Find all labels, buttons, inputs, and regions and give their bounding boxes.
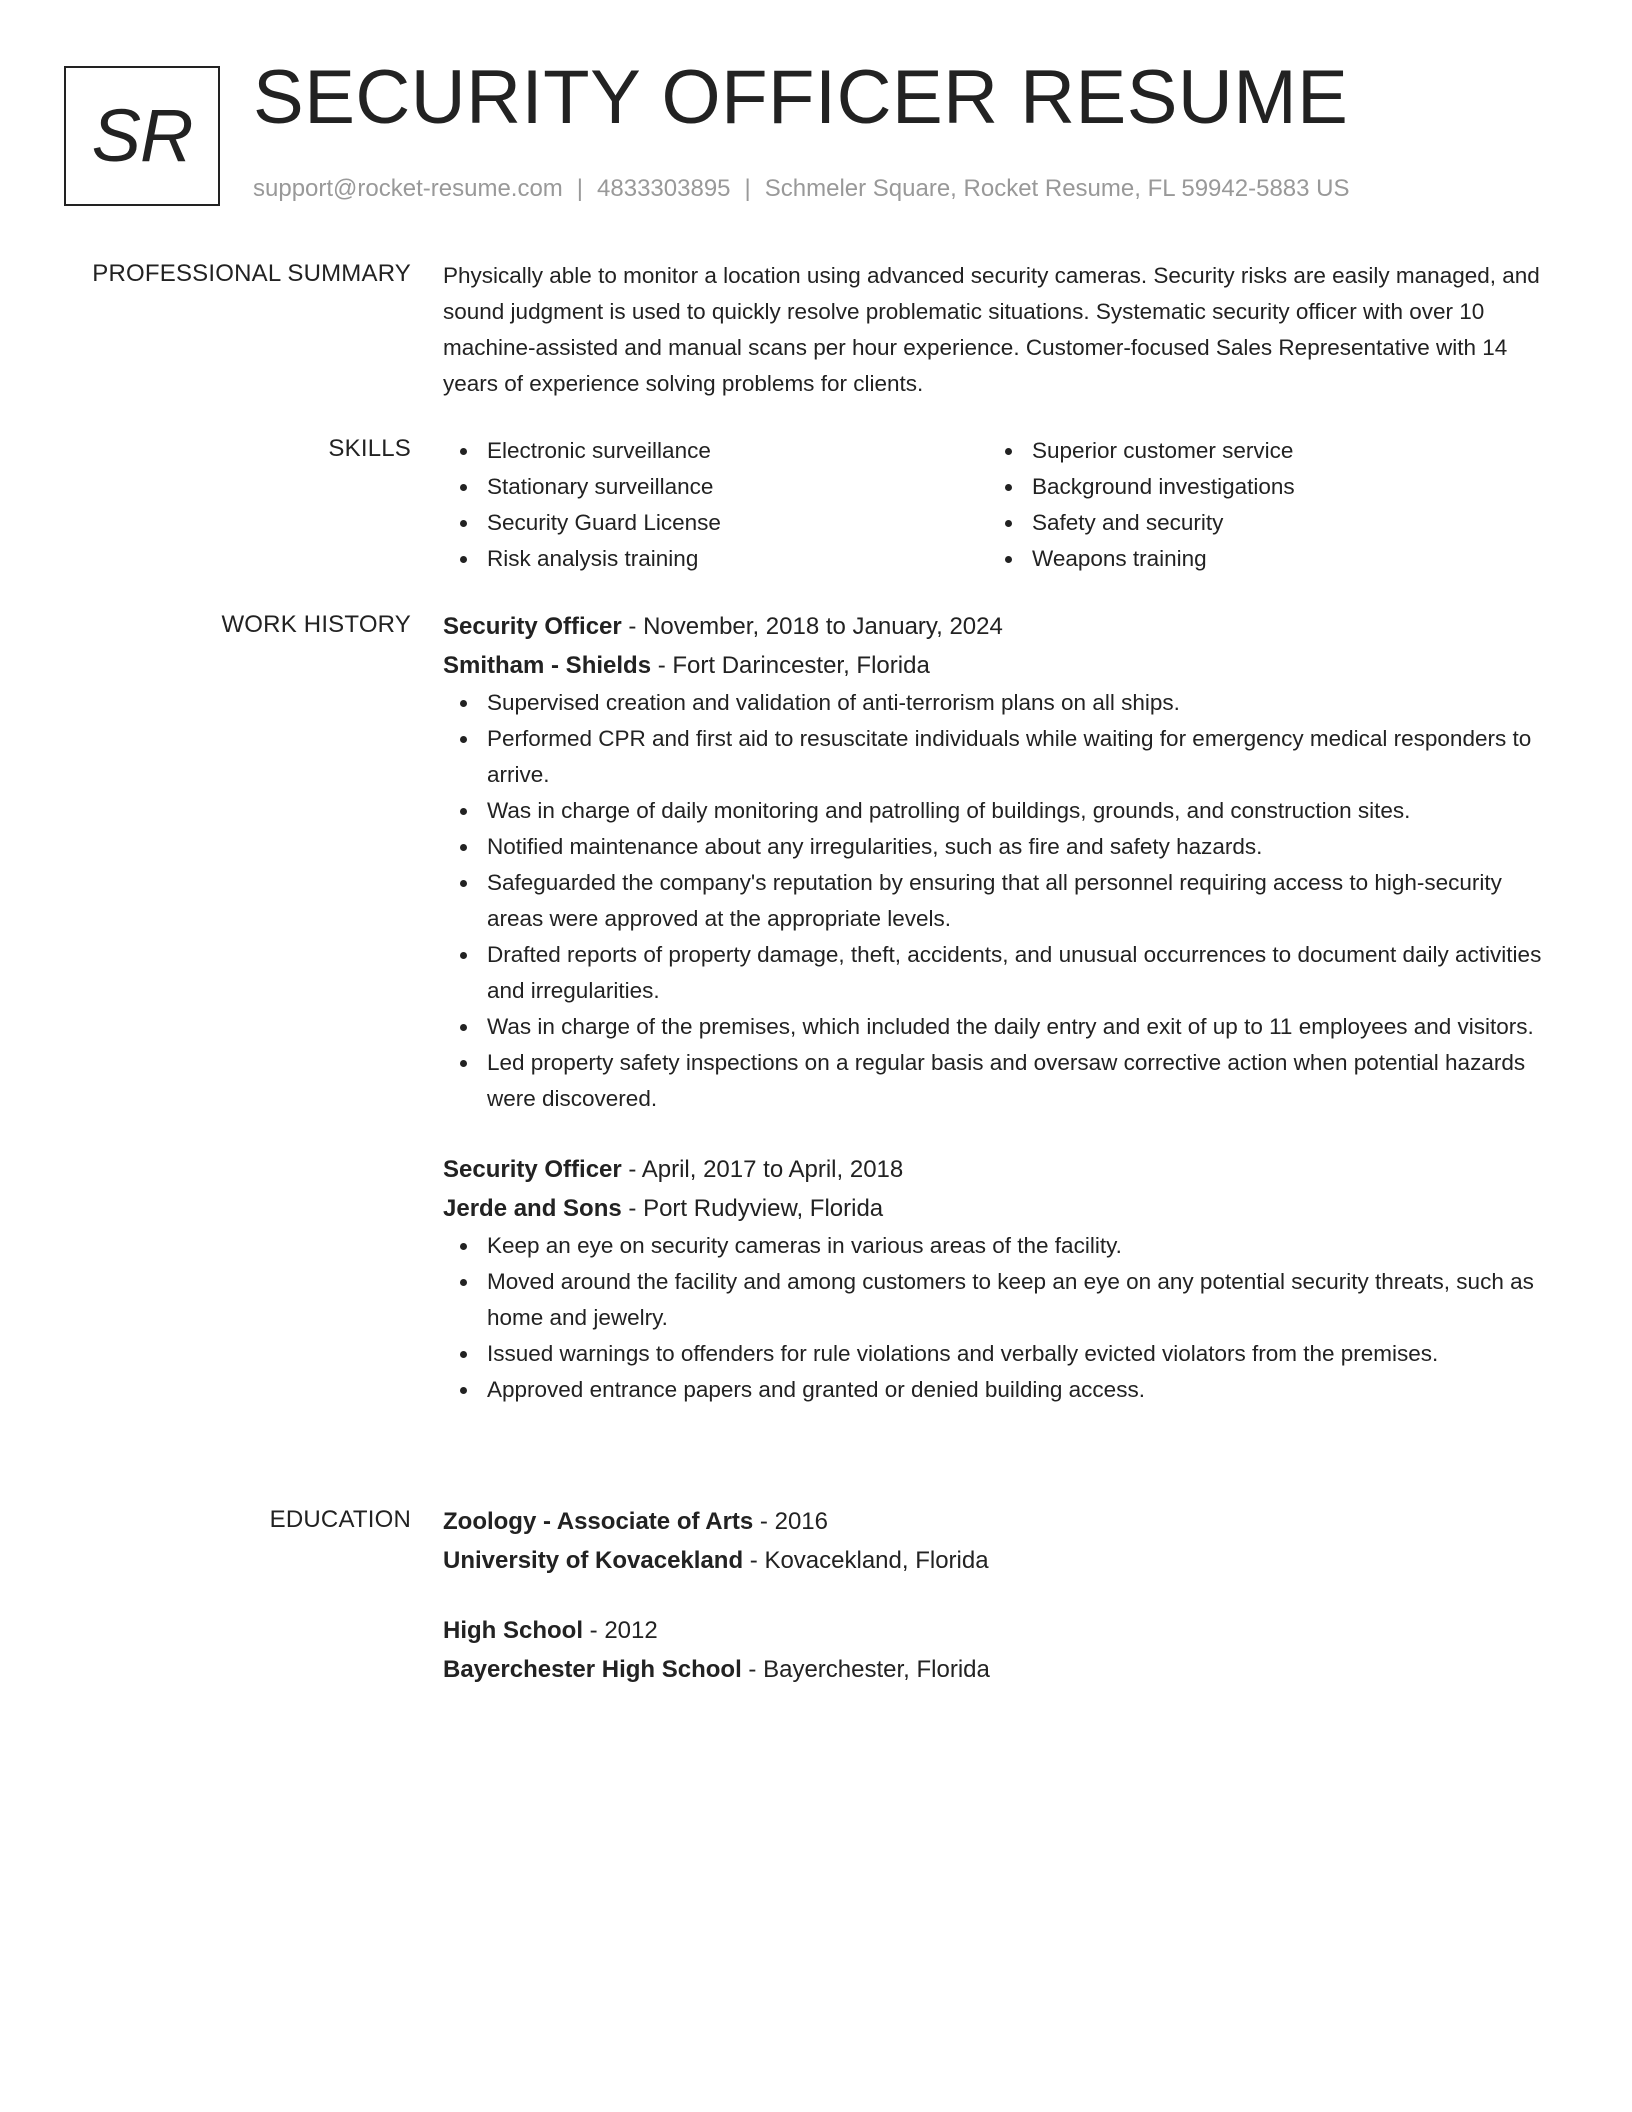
section-label-education: EDUCATION (269, 1506, 411, 1533)
job-company: Smitham - Shields (443, 652, 652, 679)
skills-grid (443, 433, 1543, 577)
education-entry (443, 1502, 1543, 1580)
job-bullets (443, 1228, 1543, 1408)
job-title: Security Officer (443, 1156, 622, 1183)
job-title-line (443, 1150, 1543, 1189)
education-location: - Bayerchester, Florida (741, 1656, 990, 1683)
skills-column-left (443, 433, 988, 577)
list-item: Notified maintenance about any irregularities, such as fire and safety hazards. (487, 829, 1543, 865)
contact-line (253, 174, 1350, 204)
education-degree-line (443, 1502, 1543, 1541)
list-item: Issued warnings to offenders for rule violations and verbally evicted violators from the premises. (487, 1336, 1543, 1372)
list-item: Moved around the facility and among customers to keep an eye on any potential security threats, such as home and jewelry. (487, 1264, 1543, 1336)
job-dates: - April, 2017 to April, 2018 (621, 1156, 904, 1183)
section-label-skills: SKILLS (328, 435, 411, 462)
list-item: Keep an eye on security cameras in various areas of the facility. (487, 1228, 1543, 1264)
contact-email: support@rocket-resume.com (253, 175, 563, 202)
education-school: University of Kovacekland (443, 1547, 744, 1574)
job-title: Security Officer (443, 613, 622, 640)
list-item: Supervised creation and validation of anti-terrorism plans on all ships. (487, 685, 1543, 721)
job-location: - Port Rudyview, Florida (621, 1195, 884, 1222)
monogram-initials: SR (91, 94, 193, 177)
list-item: Performed CPR and first aid to resuscitate individuals while waiting for emergency medical responders to arrive. (487, 721, 1543, 793)
job-entry (443, 1150, 1543, 1408)
list-item: Was in charge of daily monitoring and patrolling of buildings, grounds, and construction sites. (487, 793, 1543, 829)
list-item: Approved entrance papers and granted or denied building access. (487, 1372, 1543, 1408)
section-label-work: WORK HISTORY (221, 611, 411, 638)
list-item: Safety and security (1032, 505, 1533, 541)
list-item: Drafted reports of property damage, theft, accidents, and unusual occurrences to document daily activities and irregularities. (487, 937, 1543, 1009)
skills-column-right (988, 433, 1533, 577)
education-school: Bayerchester High School (443, 1656, 742, 1683)
education-school-line (443, 1650, 1543, 1689)
list-item: Superior customer service (1032, 433, 1533, 469)
job-bullets (443, 685, 1543, 1117)
job-company: Jerde and Sons (443, 1195, 622, 1222)
summary-text: Physically able to monitor a location using advanced security cameras. Security risks are easily managed, and sound judgment is used to quickly resolve problematic situations. Systematic security officer with over 10 machine-assisted and manual scans per hour experience. Customer-focused Sales Representative with 14 years of experience solving problems for clients. (443, 263, 1540, 396)
education-year: - 2016 (753, 1508, 828, 1535)
skills-list-left (443, 433, 988, 577)
section-label-summary: PROFESSIONAL SUMMARY (92, 260, 411, 287)
contact-phone: 4833303895 (597, 175, 731, 202)
job-entry (443, 607, 1543, 1117)
job-location: - Fort Darincester, Florida (651, 652, 930, 679)
page-title: SECURITY OFFICER RESUME (253, 55, 1349, 140)
education-degree: High School (443, 1617, 583, 1644)
education-degree-line (443, 1611, 1543, 1650)
job-dates: - November, 2018 to January, 2024 (621, 613, 1003, 640)
list-item: Electronic surveillance (487, 433, 988, 469)
education-entry (443, 1611, 1543, 1689)
job-company-line (443, 646, 1543, 685)
list-item: Background investigations (1032, 469, 1533, 505)
work-body (443, 607, 1543, 1408)
education-year: - 2012 (583, 1617, 658, 1644)
monogram-box (64, 66, 220, 206)
contact-separator: | (744, 175, 751, 202)
job-company-line (443, 1189, 1543, 1228)
skills-list-right (988, 433, 1533, 577)
education-school-line (443, 1541, 1543, 1580)
job-title-line (443, 607, 1543, 646)
list-item: Security Guard License (487, 505, 988, 541)
contact-address: Schmeler Square, Rocket Resume, FL 59942-5883 US (764, 175, 1350, 202)
list-item: Safeguarded the company's reputation by ensuring that all personnel requiring access to high-security areas were approved at the appropriate levels. (487, 865, 1543, 937)
education-degree: Zoology - Associate of Arts (443, 1508, 754, 1535)
list-item: Was in charge of the premises, which included the daily entry and exit of up to 11 employees and visitors. (487, 1009, 1543, 1045)
list-item: Risk analysis training (487, 541, 988, 577)
list-item: Weapons training (1032, 541, 1533, 577)
list-item: Led property safety inspections on a regular basis and oversaw corrective action when potential hazards were discovered. (487, 1045, 1543, 1117)
education-body (443, 1502, 1543, 1689)
education-location: - Kovacekland, Florida (743, 1547, 989, 1574)
skills-body (443, 433, 1543, 577)
list-item: Stationary surveillance (487, 469, 988, 505)
contact-separator: | (576, 175, 584, 202)
